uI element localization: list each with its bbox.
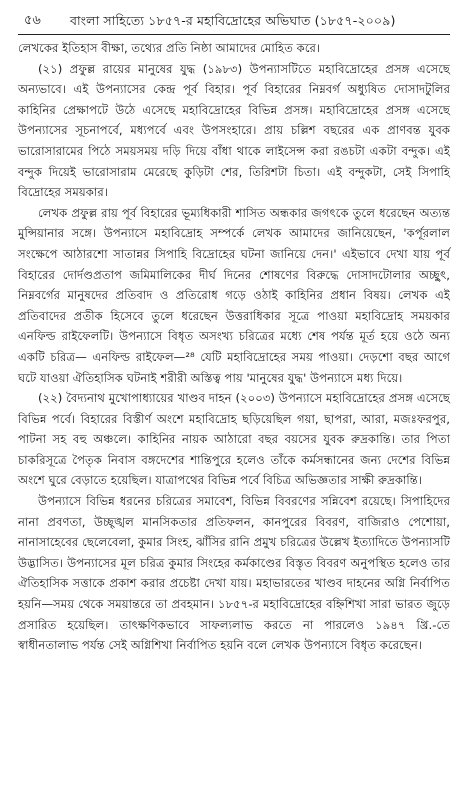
paragraph-characters: উপন্যাসে বিভিন্ন ধরনের চরিত্রের সমাবেশ, বিভিন্ন বিবরণের সন্নিবেশ রয়েছে। সিপাহিদের নানা প্রবণতা, উচ্ছৃঙ্খল মানসিকতার প্রতিফলন, কানপুরের বিবরণ, বাজিরাও পেশোয়া, নানাসাহেবের ছেলেবেলা, কুমার সিংহ, ঝাঁসির রানি প্রমুখ চরিত্রের উল্লেখ ইত্যাদিতে উপন্যাসটি উদ্ভাসিত। উপন্যাসের মূল চরিত্র কুমার সিংহের কর্মকাণ্ডের বিস্তৃত বিবরণ অনুপস্থিত হলেও তার ঐতিহাসিক সত্তাকে প্রকাশ করার প্রচেষ্টা দেখা যায়। মহাভারতের খাণ্ডব দাহনের অগ্নি নির্বাপিত হয়নি—সময় থেকে সময়ান্তরে তা প্রবহমান। ১৮৫৭-র মহাবিদ্রোহের বহ্নিশিখা সারা ভারত জুড়ে প্রসারিত হয়েছিল। তাৎক্ষণিকভাবে সাফল্যলাভ করতে না পারলেও ১৯৪৭ খ্রি.-তে স্বাধীনতালাভ পর্যন্ত সেই অগ্নিশিখা নির্বাপিত হয়নি বলে লেখক উপন্যাসে বিধৃত করেছেন। (18, 494, 450, 653)
running-head: বাংলা সাহিত্যে ১৮৫৭-র মহাবিদ্রোহের অভিঘাত (১৮৫৭-২০০৯) (70, 13, 396, 28)
page-number: ৫৬ (24, 13, 41, 28)
paragraph-continuation: লেখকের ইতিহাস বীক্ষা, তথ্যের প্রতি নিষ্ঠা আমাদের মোহিত করে। (18, 41, 321, 55)
paragraph-item-21: (২১) প্রফুল্ল রায়ের মানুষের যুদ্ধ (১৯৮৩) উপন্যাসটিতে মহাবিদ্রোহের প্রসঙ্গ এসেছে অন্যভাবে। এই উপন্যাসের কেন্দ্র পূর্ব বিহার। পূর্ব বিহারের নিম্নবর্গ অধ্যুষিত দোসাদটুলির কাহিনির প্রেক্ষাপটে উঠে এসেছে মহাবিদ্রোহের বিভিন্ন প্রসঙ্গ। মহাবিদ্রোহের প্রসঙ্গ এসেছে উপন্যাসের সূচনাপর্বে, মধ্যপর্বে এবং উপসংহারে। প্রায় চল্লিশ বছরের এক প্রাণবন্ত যুবক ভারোসারামের পিঠে সময়সময় দড়ি দিয়ে বাঁধা থাকে লাইসেন্স করা রঙচটা একটা বন্দুক। এই বন্দুক দিয়েই ভারোসারাম মেরেছে কুড়িটা শের, তিরিশটা চিতা। এই বন্দুকটা, সেই সিপাহি বিদ্রোহের সময়কার। (18, 61, 450, 200)
header-rule (18, 34, 450, 35)
body-text (18, 38, 450, 656)
paragraph-item-22: (২২) বৈদ্যনাথ মুখোপাধ্যায়ের খাণ্ডব দাহন (২০০৩) উপন্যাসে মহাবিদ্রোহের প্রসঙ্গ এসেছে বিভিন্ন পর্বে। বিহারের বিস্তীর্ণ অংশে মহাবিদ্রোহ ছড়িয়েছিল গয়া, ছাপরা, আরা, মজঃফরপুর, পাটনা সহ বহু অঞ্চলে। কাহিনির নায়ক আঠারো বছর বয়সের যুবক রুদ্রকান্তি। তার পিতা চাকরিসূত্রে পৈতৃক নিবাস বঙ্গদেশের শান্তিপুরে হলেও তাঁকে কর্মসন্ধানের জন্য দেশের বিভিন্ন অংশে ঘুরে বেড়াতে হয়েছিল। যাত্রাপথের বিভিন্ন পর্বে বিচিত্র অভিজ্ঞতার সাক্ষী রুদ্রকান্তি। (18, 391, 450, 488)
paragraph-author-prafulla: লেখক প্রফুল্ল রায় পূর্ব বিহারের ভূম্যধিকারী শাসিত অন্ধকার জগৎকে তুলে ধরেছেন অত্যন্ত মুন্সিয়ানার সঙ্গে। উপন্যাসে মহাবিদ্রোহ সম্পর্কে লেখক আমাদের জানিয়েছেন, 'কর্পূরলাল সংক্ষেপে আঠারশো সাতান্নর সিপাহি বিদ্রোহের ঘটনা জানিয়ে দেন।' এইভাবে দেখা যায় পূর্ব বিহারের দোর্দণ্ডপ্রতাপ জমিমালিকের দীর্ঘ দিনের শোষণের বিরুদ্ধে দোসাদটোলার অচ্ছুৎ, নিম্নবর্গের মানুষদের প্রতিবাদ ও প্রতিরোধ গড়ে ওঠাই কাহিনির প্রধান বিষয়। লেখক এই প্রতিবাদের প্রতীক হিসেবে তুলে ধরেছেন উত্তরাধিকার সূত্রে পাওয়া মহাবিদ্রোহ সময়কার এনফিল্ড রাইফেলটি। উপন্যাসে বিধৃত অসংখ্য চরিত্রের মধ্যে শেষ পর্যন্ত মূর্ত হয়ে ওঠে অন্য একটি চরিত্র— এনফিল্ড রাইফেল—²⁸ যেটি মহাবিদ্রোহের সময় পাওয়া। দেড়শো বছর আগে ঘটে যাওয়া ঐতিহাসিক ঘটনাই শরীরী অস্তিত্ব পায় 'মানুষের যুদ্ধ' উপন্যাসে মধ্য দিয়ে। (18, 205, 450, 385)
page-header (18, 10, 450, 34)
